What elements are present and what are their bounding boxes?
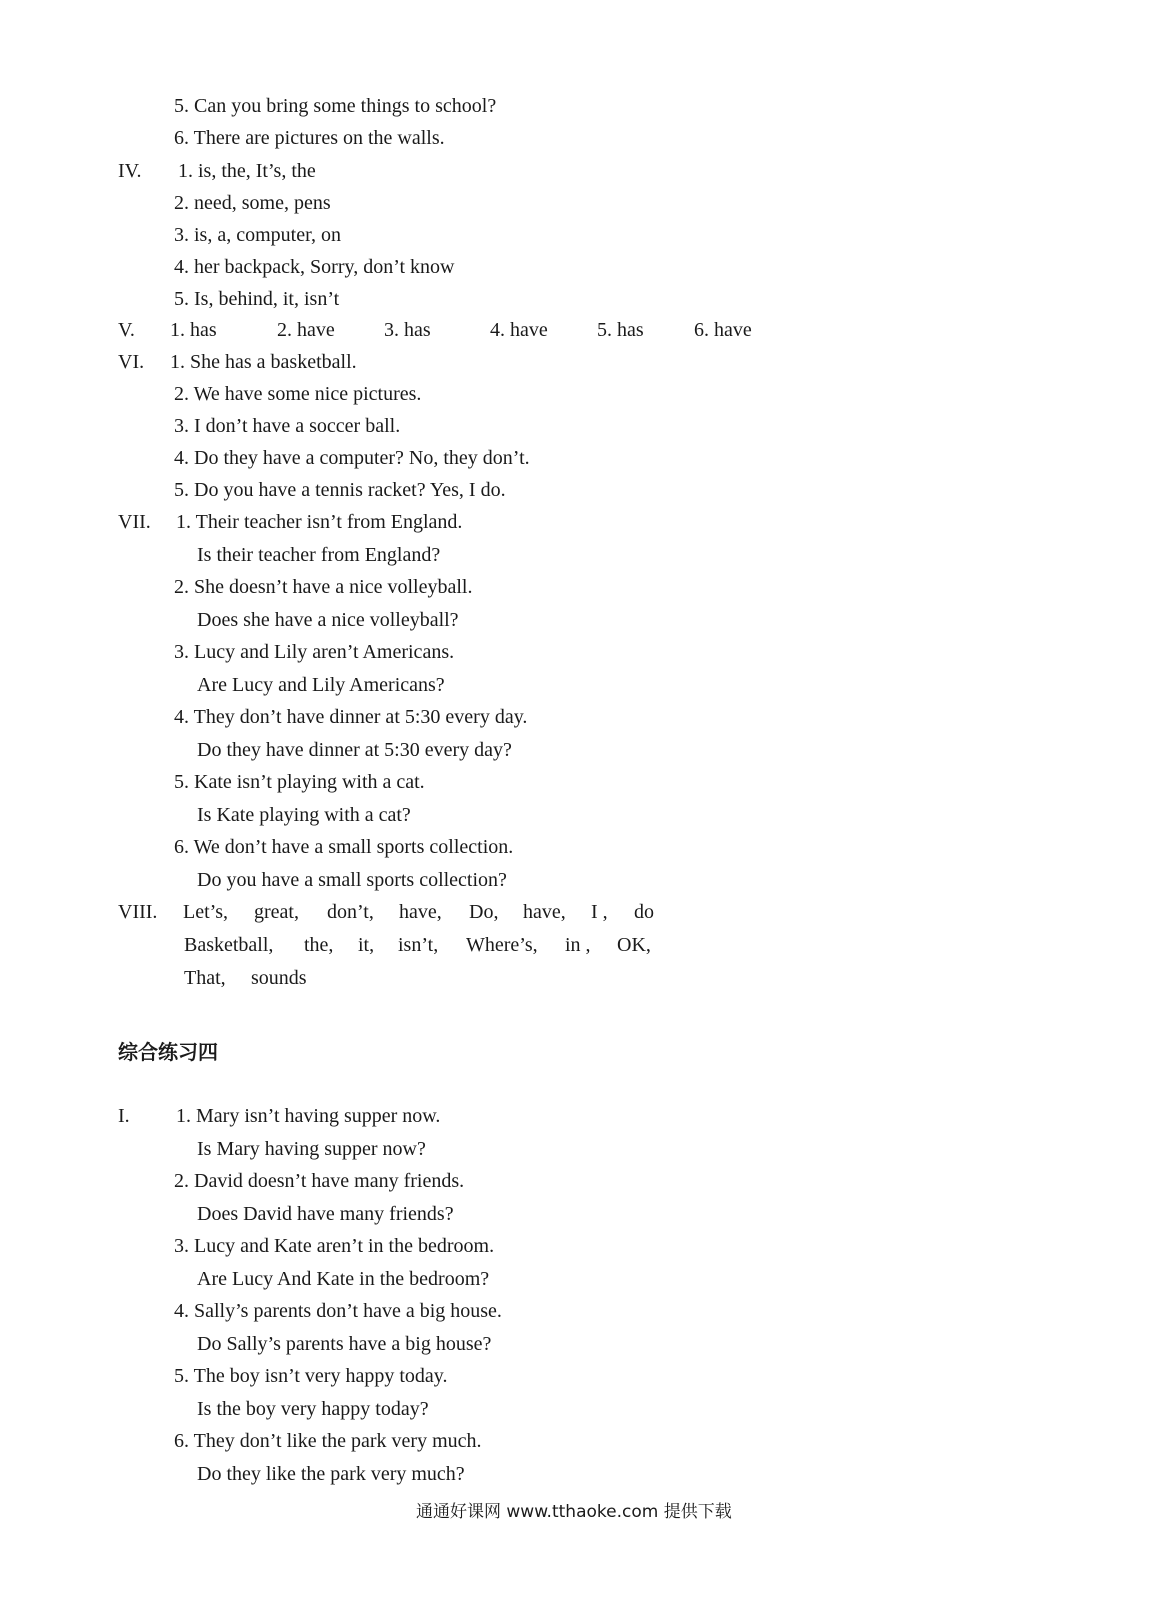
answer-item: 1. has — [170, 319, 217, 341]
answer-line: Do they like the park very much? — [197, 1463, 465, 1485]
word-item: have, — [399, 901, 442, 923]
word-item: in , — [565, 934, 591, 956]
answer-item: 4. have — [490, 319, 548, 341]
answer-item: 3. has — [384, 319, 431, 341]
section-heading: 综合练习四 — [118, 1040, 218, 1064]
answer-line: Does she have a nice volleyball? — [197, 609, 459, 631]
answer-line: 3. is, a, computer, on — [174, 224, 341, 246]
word-item: That, — [184, 967, 226, 989]
answer-line: 5. Kate isn’t playing with a cat. — [174, 771, 425, 793]
section-label: IV. — [118, 160, 142, 182]
answer-line: 2. She doesn’t have a nice volleyball. — [174, 576, 473, 598]
answer-line: 1. is, the, It’s, the — [178, 160, 316, 182]
word-item: I , — [591, 901, 608, 923]
answer-line: 3. Lucy and Kate aren’t in the bedroom. — [174, 1235, 495, 1257]
answer-line: 4. her backpack, Sorry, don’t know — [174, 256, 455, 278]
word-item: Basketball, — [184, 934, 274, 956]
word-item: don’t, — [327, 901, 374, 923]
answer-line: Do you have a small sports collection? — [197, 869, 507, 891]
answer-line: Are Lucy And Kate in the bedroom? — [197, 1268, 490, 1290]
word-list-row — [0, 966, 700, 990]
answer-item: 5. has — [597, 319, 644, 341]
answer-line: 2. We have some nice pictures. — [174, 383, 422, 405]
word-item: Do, — [469, 901, 499, 923]
section-label: V. — [118, 319, 135, 341]
answer-line: 1. Mary isn’t having supper now. — [176, 1105, 441, 1127]
answer-line: 4. They don’t have dinner at 5:30 every day. — [174, 706, 528, 728]
answer-line: 5. Is, behind, it, isn’t — [174, 288, 340, 310]
word-item: do — [634, 901, 654, 923]
section-label: VII. — [118, 511, 151, 533]
section-label: VIII. — [118, 901, 158, 923]
answer-line: Is Mary having supper now? — [197, 1138, 426, 1160]
answer-line: Do they have dinner at 5:30 every day? — [197, 739, 512, 761]
answer-line: Is the boy very happy today? — [197, 1398, 429, 1420]
answer-line: 2. David doesn’t have many friends. — [174, 1170, 465, 1192]
answer-line: 3. Lucy and Lily aren’t Americans. — [174, 641, 455, 663]
answer-line: Do Sally’s parents have a big house? — [197, 1333, 492, 1355]
answer-line: 6. There are pictures on the walls. — [174, 127, 445, 149]
word-list-row — [0, 933, 700, 957]
word-item: have, — [523, 901, 566, 923]
word-item: OK, — [617, 934, 651, 956]
answer-line: 5. The boy isn’t very happy today. — [174, 1365, 448, 1387]
word-item: Where’s, — [466, 934, 538, 956]
answer-line: 5. Can you bring some things to school? — [174, 95, 497, 117]
answer-line: 6. They don’t like the park very much. — [174, 1430, 482, 1452]
word-item: Let’s, — [183, 901, 228, 923]
answer-line: 2. need, some, pens — [174, 192, 331, 214]
answer-line: Are Lucy and Lily Americans? — [197, 674, 445, 696]
answer-item: 2. have — [277, 319, 335, 341]
word-item: it, — [358, 934, 375, 956]
answer-line: 4. Sally’s parents don’t have a big house. — [174, 1300, 502, 1322]
word-list-row — [0, 900, 700, 924]
answer-line: 1. Their teacher isn’t from England. — [176, 511, 463, 533]
answer-line: Is their teacher from England? — [197, 544, 441, 566]
answer-line: 3. I don’t have a soccer ball. — [174, 415, 401, 437]
word-item: sounds — [251, 967, 307, 989]
answer-item: 6. have — [694, 319, 752, 341]
word-item: isn’t, — [398, 934, 439, 956]
answer-line: 4. Do they have a computer? No, they don’t. — [174, 447, 530, 469]
answer-line: Is Kate playing with a cat? — [197, 804, 411, 826]
section-label: I. — [118, 1105, 130, 1127]
word-item: the, — [304, 934, 334, 956]
answer-line: 6. We don’t have a small sports collection. — [174, 836, 514, 858]
answer-line: 1. She has a basketball. — [170, 351, 357, 373]
section-label: VI. — [118, 351, 145, 373]
answer-line: 5. Do you have a tennis racket? Yes, I do. — [174, 479, 506, 501]
word-item: great, — [254, 901, 299, 923]
answer-line: Does David have many friends? — [197, 1203, 454, 1225]
page-footer: 通通好课网 www.tthaoke.com 提供下载 — [416, 1502, 732, 1522]
